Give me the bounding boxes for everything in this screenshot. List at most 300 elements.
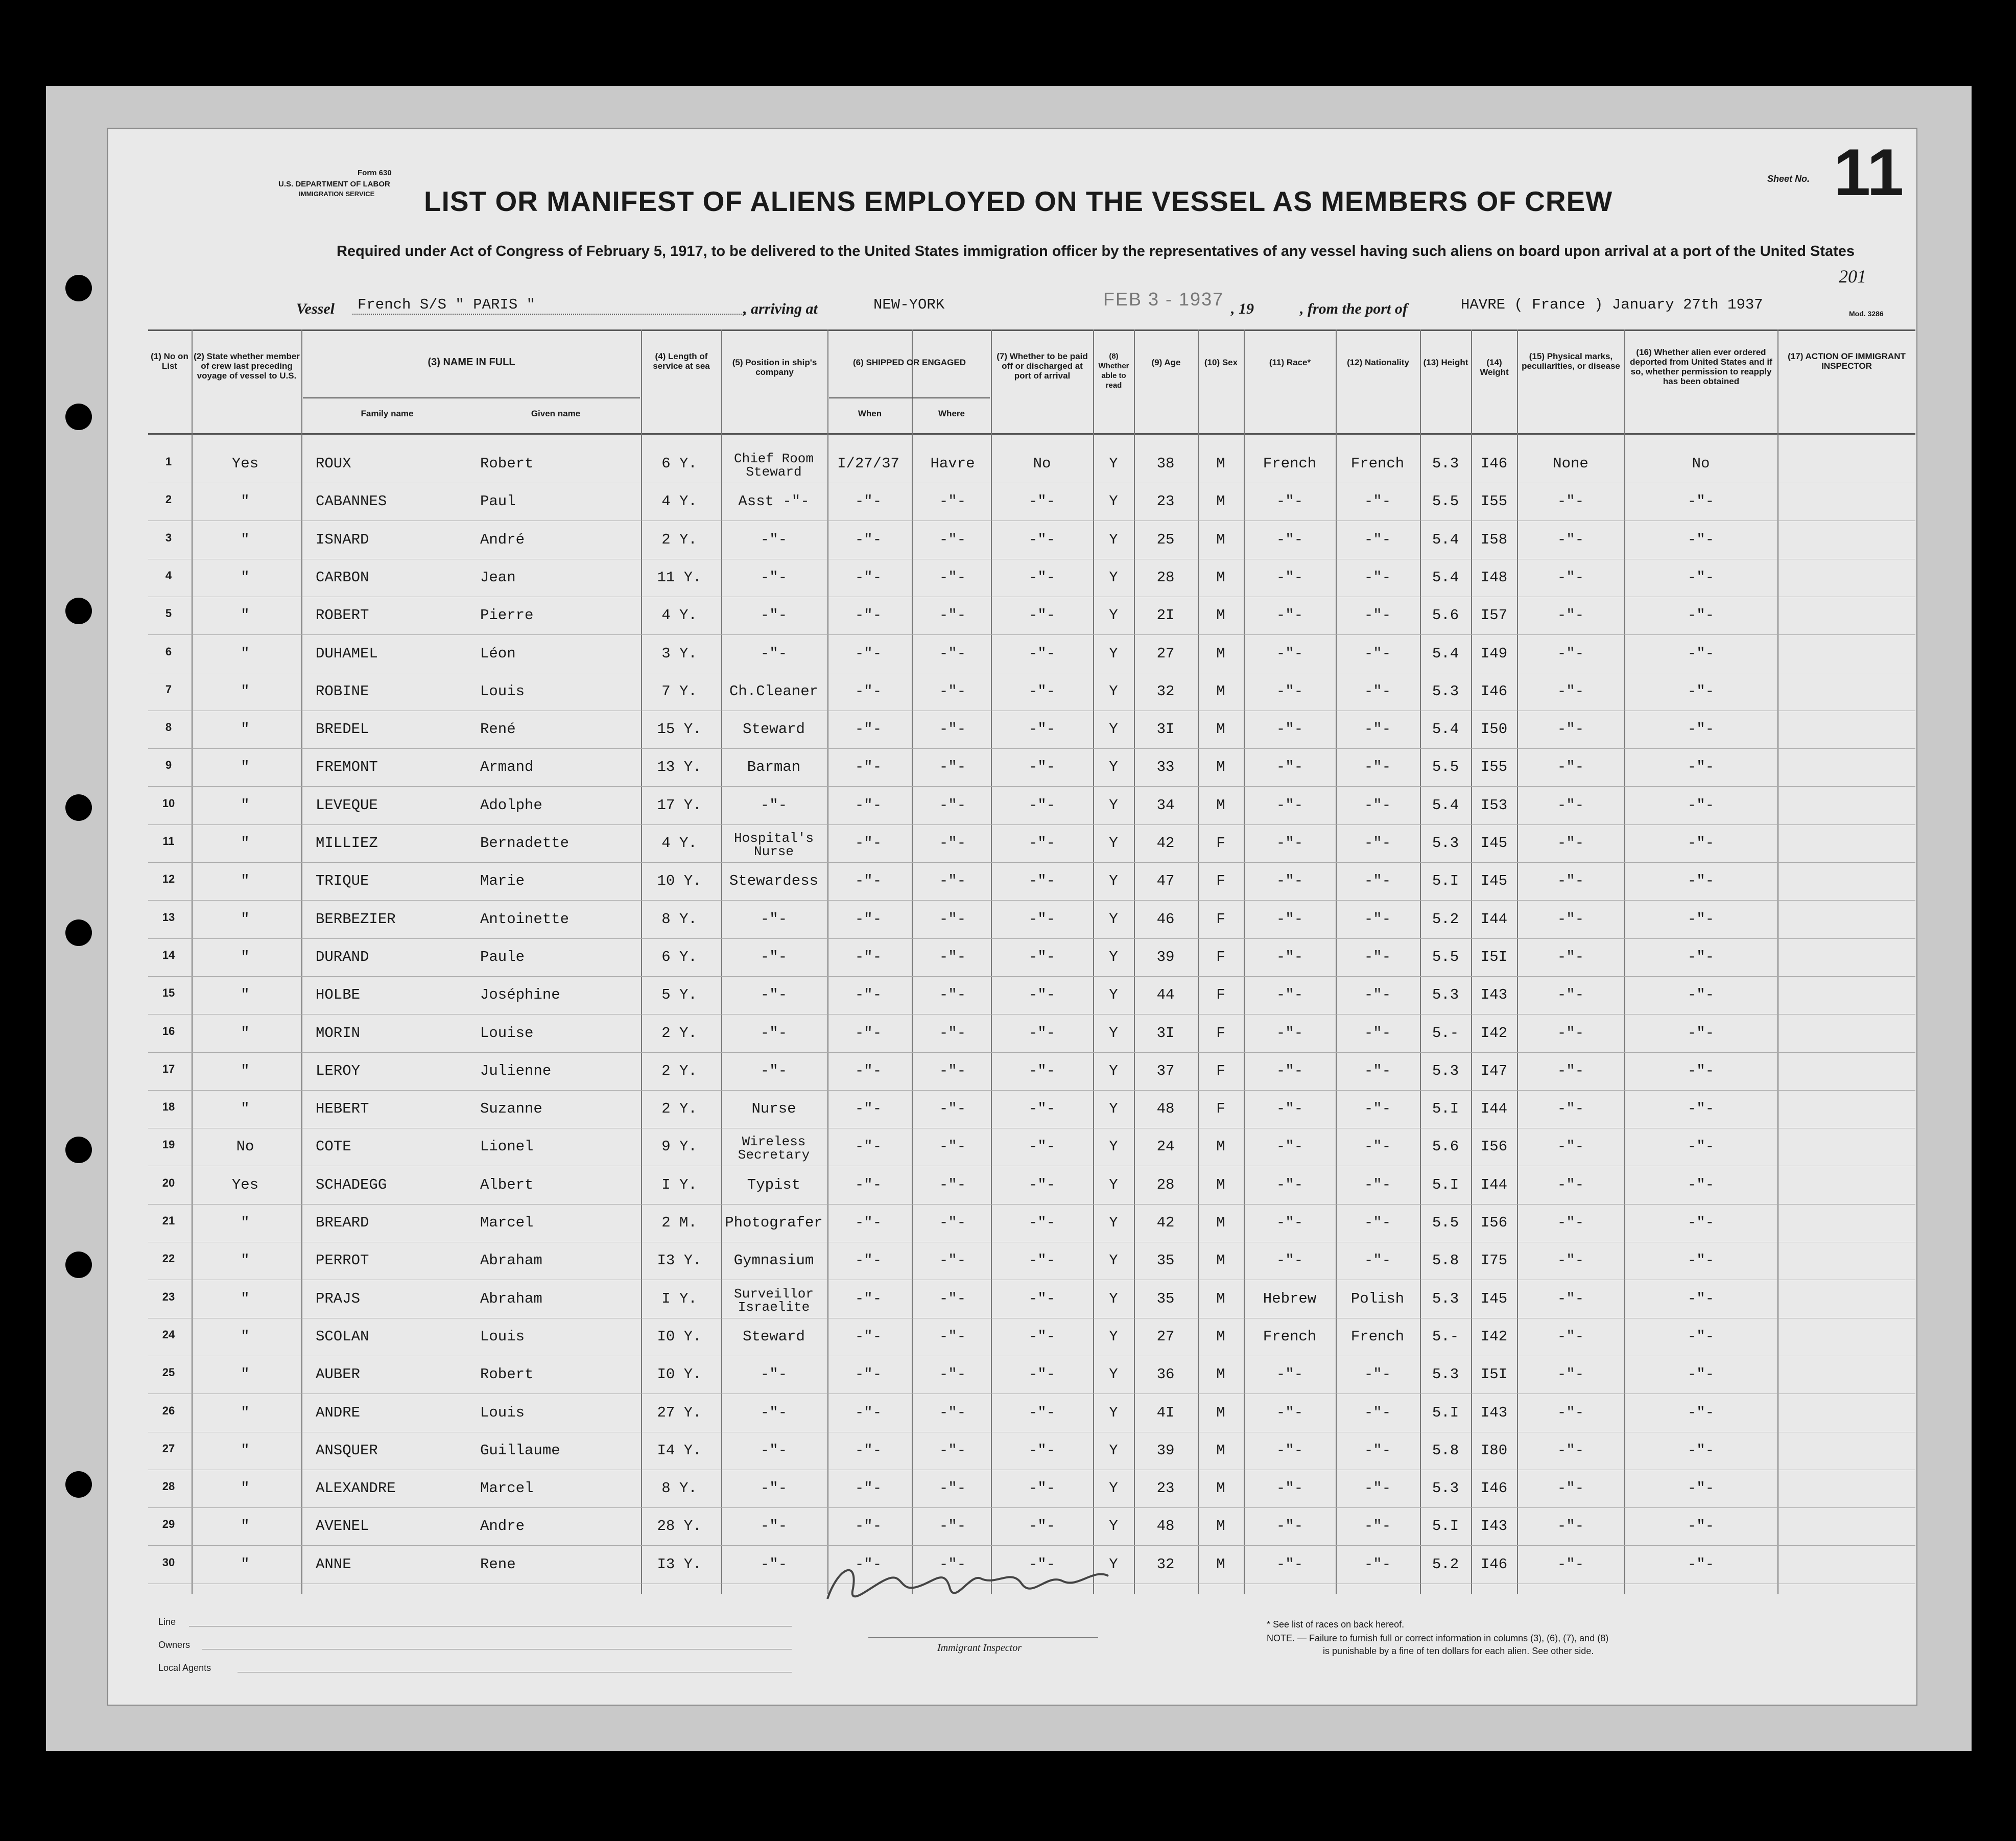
- service-cell: 11 Y.: [657, 569, 702, 586]
- deported-cell: -"-: [1687, 1176, 1715, 1193]
- inspector-label: Immigrant Inspector: [937, 1642, 1022, 1654]
- family-name-cell: SCHADEGG: [316, 1176, 387, 1193]
- given-name-cell: Suzanne: [480, 1100, 542, 1118]
- sex-cell: M: [1216, 1518, 1225, 1535]
- able-to-read-cell: Y: [1109, 835, 1118, 852]
- race-cell: -"-: [1276, 607, 1303, 624]
- column-divider: [1624, 329, 1625, 1594]
- able-to-read-cell: Y: [1109, 1100, 1118, 1118]
- sex-cell: F: [1216, 835, 1225, 852]
- shipped-where-cell: -"-: [939, 1404, 966, 1421]
- vessel-label: Vessel: [296, 300, 335, 317]
- prev-cell: ": [241, 1366, 250, 1383]
- deported-cell: -"-: [1687, 1252, 1715, 1269]
- height-cell: 5.3: [1432, 1062, 1459, 1079]
- shipped-when-cell: -"-: [855, 569, 882, 586]
- num-cell: 24: [162, 1328, 175, 1341]
- family-name-cell: BREDEL: [316, 721, 369, 738]
- age-cell: 28: [1156, 569, 1175, 586]
- shipped-when-cell: -"-: [855, 910, 882, 928]
- service-cell: I3 Y.: [657, 1252, 702, 1269]
- deported-cell: -"-: [1687, 645, 1715, 662]
- sex-cell: M: [1216, 607, 1225, 624]
- num-cell: 28: [162, 1480, 175, 1493]
- paid-off-cell: No: [1033, 455, 1051, 472]
- height-cell: 5.3: [1432, 1480, 1459, 1497]
- date-stamp: FEB 3 - 1937: [1103, 289, 1224, 310]
- position-cell: -"-: [760, 1062, 788, 1079]
- sex-cell: M: [1216, 531, 1225, 548]
- paid-off-cell: -"-: [1028, 835, 1056, 852]
- nationality-cell: -"-: [1364, 721, 1391, 738]
- nationality-cell: -"-: [1364, 1252, 1391, 1269]
- deported-cell: -"-: [1687, 1404, 1715, 1421]
- col-header-number: (1) No on List: [151, 351, 188, 371]
- prev-cell: ": [241, 645, 250, 662]
- paid-off-cell: -"-: [1028, 607, 1056, 624]
- deported-cell: -"-: [1687, 531, 1715, 548]
- prev-cell: ": [241, 759, 250, 776]
- paid-off-cell: -"-: [1028, 1062, 1056, 1079]
- physical-marks-cell: -"-: [1557, 1138, 1584, 1155]
- sex-cell: M: [1216, 1138, 1225, 1155]
- sex-cell: M: [1216, 1442, 1225, 1459]
- shipped-where-cell: -"-: [939, 986, 966, 1004]
- service-cell: 3 Y.: [661, 645, 697, 662]
- physical-marks-cell: -"-: [1557, 1024, 1584, 1042]
- paid-off-cell: -"-: [1028, 1442, 1056, 1459]
- form-mod: Mod. 3286: [1849, 310, 1884, 318]
- deported-cell: -"-: [1687, 607, 1715, 624]
- fine-note-cont: is punishable by a fine of ten dollars for each alien. See other side.: [1323, 1646, 1594, 1656]
- height-cell: 5.3: [1432, 986, 1459, 1004]
- nationality-cell: -"-: [1364, 986, 1391, 1004]
- nationality-cell: -"-: [1364, 1138, 1391, 1155]
- deported-cell: -"-: [1687, 1290, 1715, 1307]
- column-divider: [1198, 329, 1199, 1594]
- nationality-cell: -"-: [1364, 493, 1391, 510]
- position-cell: Chief Room Steward: [733, 451, 814, 480]
- col-header-deported: (16) Whether alien ever ordered deported from United States and if so, whether permission to reapply has been obtained: [1630, 347, 1772, 386]
- shipped-where-cell: -"-: [939, 759, 966, 776]
- deported-cell: No: [1692, 455, 1710, 472]
- shipped-when-cell: -"-: [855, 493, 882, 510]
- column-divider: [827, 329, 828, 1594]
- family-name-cell: CABANNES: [316, 493, 387, 510]
- age-cell: 27: [1156, 1328, 1175, 1345]
- sex-cell: M: [1216, 645, 1225, 662]
- num-cell: 22: [162, 1252, 175, 1265]
- row-rule: [148, 1052, 1915, 1053]
- height-cell: 5.5: [1432, 1214, 1459, 1231]
- shipped-where-cell: -"-: [939, 1062, 966, 1079]
- family-name-cell: COTE: [316, 1138, 351, 1155]
- prev-cell: ": [241, 1555, 250, 1573]
- deported-cell: -"-: [1687, 493, 1715, 510]
- given-name-cell: Abraham: [480, 1252, 542, 1269]
- service-cell: I Y.: [661, 1290, 697, 1307]
- family-name-cell: CARBON: [316, 569, 369, 586]
- given-name-cell: René: [480, 721, 516, 738]
- shipped-when-cell: -"-: [855, 986, 882, 1004]
- given-name-cell: Julienne: [480, 1062, 552, 1079]
- physical-marks-cell: -"-: [1557, 759, 1584, 776]
- service-cell: 9 Y.: [661, 1138, 697, 1155]
- position-cell: -"-: [760, 948, 788, 965]
- family-name-cell: MILLIEZ: [316, 835, 378, 852]
- nationality-cell: -"-: [1364, 682, 1391, 700]
- binder-hole: [65, 1252, 92, 1278]
- given-name-cell: Abraham: [480, 1290, 542, 1307]
- age-cell: 35: [1156, 1290, 1175, 1307]
- able-to-read-cell: Y: [1109, 1024, 1118, 1042]
- family-name-cell: PERROT: [316, 1252, 369, 1269]
- line-label: Line: [158, 1617, 176, 1627]
- height-cell: 5.8: [1432, 1252, 1459, 1269]
- family-name-cell: ANSQUER: [316, 1442, 378, 1459]
- physical-marks-cell: -"-: [1557, 1100, 1584, 1118]
- col-header-sex: (10) Sex: [1204, 358, 1238, 367]
- position-cell: -"-: [760, 1555, 788, 1573]
- shipped-where-cell: -"-: [939, 1176, 966, 1193]
- sex-cell: M: [1216, 1176, 1225, 1193]
- race-cell: -"-: [1276, 1404, 1303, 1421]
- age-cell: 39: [1156, 1442, 1175, 1459]
- able-to-read-cell: Y: [1109, 1328, 1118, 1345]
- service-cell: I Y.: [661, 1176, 697, 1193]
- col-header-given-name: Given name: [531, 409, 581, 418]
- given-name-cell: Louis: [480, 682, 525, 700]
- shipped-where-cell: -"-: [939, 1366, 966, 1383]
- paid-off-cell: -"-: [1028, 569, 1056, 586]
- sex-cell: M: [1216, 1328, 1225, 1345]
- arriving-label: , arriving at: [743, 300, 818, 317]
- position-cell: -"-: [760, 645, 788, 662]
- binder-hole: [65, 1137, 92, 1163]
- col-header-physical-marks: (15) Physical marks, peculiarities, or disease: [1522, 351, 1620, 371]
- paid-off-cell: -"-: [1028, 1290, 1056, 1307]
- shipped-when-cell: -"-: [855, 759, 882, 776]
- height-cell: 5.5: [1432, 948, 1459, 965]
- column-divider: [1777, 329, 1778, 1594]
- able-to-read-cell: Y: [1109, 759, 1118, 776]
- age-cell: 35: [1156, 1252, 1175, 1269]
- num-cell: 30: [162, 1555, 175, 1569]
- service-cell: I0 Y.: [657, 1366, 702, 1383]
- able-to-read-cell: Y: [1109, 1442, 1118, 1459]
- weight-cell: I56: [1480, 1214, 1508, 1231]
- able-to-read-cell: Y: [1109, 1518, 1118, 1535]
- deported-cell: -"-: [1687, 1062, 1715, 1079]
- deported-cell: -"-: [1687, 986, 1715, 1004]
- given-name-cell: Marcel: [480, 1214, 534, 1231]
- shipped-where-cell: -"-: [939, 607, 966, 624]
- age-cell: 47: [1156, 872, 1175, 890]
- family-name-cell: LEVEQUE: [316, 796, 378, 814]
- age-cell: 27: [1156, 645, 1175, 662]
- service-cell: I0 Y.: [657, 1328, 702, 1345]
- shipped-where-cell: -"-: [939, 1480, 966, 1497]
- prev-cell: ": [241, 1214, 250, 1231]
- physical-marks-cell: -"-: [1557, 1328, 1584, 1345]
- shipped-when-cell: -"-: [855, 1404, 882, 1421]
- num-cell: 12: [162, 872, 175, 886]
- shipped-where-cell: -"-: [939, 721, 966, 738]
- num-cell: 19: [162, 1138, 175, 1151]
- able-to-read-cell: Y: [1109, 796, 1118, 814]
- column-divider: [641, 329, 642, 1594]
- weight-cell: I46: [1480, 682, 1508, 700]
- weight-cell: I46: [1480, 1555, 1508, 1573]
- sex-cell: F: [1216, 1024, 1225, 1042]
- sex-cell: F: [1216, 1062, 1225, 1079]
- position-cell: -"-: [760, 796, 788, 814]
- sex-cell: M: [1216, 796, 1225, 814]
- paid-off-cell: -"-: [1028, 796, 1056, 814]
- column-divider: [1244, 329, 1245, 1594]
- num-cell: 4: [165, 569, 172, 582]
- weight-cell: I47: [1480, 1062, 1508, 1079]
- given-name-cell: Louis: [480, 1404, 525, 1421]
- weight-cell: I75: [1480, 1252, 1508, 1269]
- shipped-when-cell: -"-: [855, 1366, 882, 1383]
- deported-cell: -"-: [1687, 835, 1715, 852]
- row-rule: [148, 900, 1915, 901]
- nationality-cell: -"-: [1364, 1518, 1391, 1535]
- header-bottom-rule: [148, 433, 1915, 435]
- physical-marks-cell: -"-: [1557, 607, 1584, 624]
- age-cell: 37: [1156, 1062, 1175, 1079]
- shipped-when-cell: -"-: [855, 1214, 882, 1231]
- col-header-race: (11) Race*: [1269, 358, 1311, 367]
- nationality-cell: -"-: [1364, 759, 1391, 776]
- paid-off-cell: -"-: [1028, 721, 1056, 738]
- weight-cell: I42: [1480, 1328, 1508, 1345]
- weight-cell: I43: [1480, 1518, 1508, 1535]
- from-port-label: , from the port of: [1300, 300, 1408, 317]
- num-cell: 3: [165, 531, 172, 544]
- shipped-where-cell: -"-: [939, 835, 966, 852]
- deported-cell: -"-: [1687, 682, 1715, 700]
- family-name-cell: PRAJS: [316, 1290, 361, 1307]
- physical-marks-cell: -"-: [1557, 493, 1584, 510]
- service-cell: 27 Y.: [657, 1404, 702, 1421]
- able-to-read-cell: Y: [1109, 1366, 1118, 1383]
- nationality-cell: -"-: [1364, 1555, 1391, 1573]
- binder-hole: [65, 275, 92, 301]
- age-cell: 28: [1156, 1176, 1175, 1193]
- service-cell: 4 Y.: [661, 493, 697, 510]
- nationality-cell: -"-: [1364, 645, 1391, 662]
- paid-off-cell: -"-: [1028, 910, 1056, 928]
- able-to-read-cell: Y: [1109, 1138, 1118, 1155]
- num-cell: 11: [162, 835, 175, 847]
- binder-hole: [65, 919, 92, 946]
- weight-cell: I45: [1480, 1290, 1508, 1307]
- row-rule: [148, 634, 1915, 635]
- column-divider: [1336, 329, 1337, 1594]
- prev-cell: ": [241, 531, 250, 548]
- row-rule: [148, 976, 1915, 977]
- family-name-cell: ROBINE: [316, 682, 369, 700]
- race-cell: -"-: [1276, 1176, 1303, 1193]
- prev-cell: ": [241, 1290, 250, 1307]
- weight-cell: I44: [1480, 1100, 1508, 1118]
- nationality-cell: -"-: [1364, 1176, 1391, 1193]
- family-name-cell: BREARD: [316, 1214, 369, 1231]
- age-cell: 34: [1156, 796, 1175, 814]
- shipped-when-cell: -"-: [855, 1442, 882, 1459]
- col-header-position: (5) Position in ship's company: [732, 358, 817, 377]
- shipped-when-cell: -"-: [855, 796, 882, 814]
- service-cell: 13 Y.: [657, 759, 702, 776]
- num-cell: 26: [162, 1404, 175, 1417]
- column-divider: [1420, 329, 1421, 1594]
- shipped-where-cell: Havre: [930, 455, 975, 472]
- sex-cell: M: [1216, 759, 1225, 776]
- paid-off-cell: -"-: [1028, 1518, 1056, 1535]
- physical-marks-cell: -"-: [1557, 1290, 1584, 1307]
- given-name-cell: Joséphine: [480, 986, 560, 1004]
- row-rule: [148, 786, 1915, 787]
- age-cell: 32: [1156, 1555, 1175, 1573]
- prev-cell: ": [241, 872, 250, 890]
- vessel-name: French S/S " PARIS ": [358, 296, 536, 313]
- num-cell: 18: [162, 1100, 175, 1114]
- height-cell: 5.4: [1432, 531, 1459, 548]
- num-cell: 8: [165, 721, 172, 734]
- race-cell: -"-: [1276, 910, 1303, 928]
- given-name-cell: Marie: [480, 872, 525, 890]
- service-cell: 10 Y.: [657, 872, 702, 890]
- position-cell: Nurse: [751, 1100, 796, 1118]
- weight-cell: I45: [1480, 835, 1508, 852]
- deported-cell: -"-: [1687, 1138, 1715, 1155]
- age-cell: 42: [1156, 835, 1175, 852]
- family-name-cell: AUBER: [316, 1366, 361, 1383]
- shipped-where-cell: -"-: [939, 1328, 966, 1345]
- nationality-cell: -"-: [1364, 569, 1391, 586]
- header-top-rule: [148, 329, 1915, 331]
- deported-cell: -"-: [1687, 948, 1715, 965]
- position-cell: Gymnasium: [733, 1252, 814, 1269]
- paid-off-cell: -"-: [1028, 1328, 1056, 1345]
- form-number: Form 630: [358, 169, 392, 177]
- height-cell: 5.5: [1432, 759, 1459, 776]
- height-cell: 5.3: [1432, 1366, 1459, 1383]
- family-name-cell: ANNE: [316, 1555, 351, 1573]
- shipped-when-cell: -"-: [855, 1480, 882, 1497]
- height-cell: 5.2: [1432, 910, 1459, 928]
- nationality-cell: -"-: [1364, 1442, 1391, 1459]
- shipped-when-cell: -"-: [855, 1138, 882, 1155]
- deported-cell: -"-: [1687, 872, 1715, 890]
- column-divider: [1517, 329, 1518, 1594]
- departure-port: HAVRE ( France ) January 27th 1937: [1461, 296, 1763, 313]
- position-cell: Wireless Secretary: [738, 1134, 810, 1163]
- nationality-cell: -"-: [1364, 1214, 1391, 1231]
- position-cell: -"-: [760, 1518, 788, 1535]
- paid-off-cell: -"-: [1028, 1252, 1056, 1269]
- prev-cell: ": [241, 910, 250, 928]
- paid-off-cell: -"-: [1028, 493, 1056, 510]
- service-cell: 2 Y.: [661, 531, 697, 548]
- age-cell: 38: [1156, 455, 1175, 472]
- position-cell: Steward: [743, 721, 805, 738]
- paid-off-cell: -"-: [1028, 1480, 1056, 1497]
- nationality-cell: Polish: [1350, 1290, 1405, 1307]
- num-cell: 9: [165, 759, 172, 772]
- prev-cell: ": [241, 796, 250, 814]
- family-name-cell: ALEXANDRE: [316, 1480, 396, 1497]
- num-cell: 27: [162, 1442, 175, 1455]
- position-cell: Hospital's Nurse: [733, 831, 814, 859]
- num-cell: 23: [162, 1290, 175, 1303]
- name-subrule: [303, 397, 640, 398]
- row-rule: [148, 862, 1915, 863]
- age-cell: 44: [1156, 986, 1175, 1004]
- shipped-when-cell: -"-: [855, 948, 882, 965]
- height-cell: 5.3: [1432, 835, 1459, 852]
- arrival-port: NEW-YORK: [873, 296, 945, 313]
- num-cell: 1: [165, 455, 172, 468]
- num-cell: 13: [162, 910, 175, 924]
- able-to-read-cell: Y: [1109, 1290, 1118, 1307]
- shipped-when-cell: -"-: [855, 607, 882, 624]
- num-cell: 15: [162, 986, 175, 1000]
- service-cell: I4 Y.: [657, 1442, 702, 1459]
- physical-marks-cell: -"-: [1557, 835, 1584, 852]
- physical-marks-cell: -"-: [1557, 948, 1584, 965]
- given-name-cell: Paul: [480, 493, 516, 510]
- sex-cell: M: [1216, 569, 1225, 586]
- race-cell: -"-: [1276, 721, 1303, 738]
- num-cell: 14: [162, 948, 175, 961]
- weight-cell: I5I: [1480, 948, 1508, 965]
- sheet-label: Sheet No.: [1767, 174, 1810, 184]
- paid-off-cell: -"-: [1028, 948, 1056, 965]
- given-name-cell: Guillaume: [480, 1442, 560, 1459]
- physical-marks-cell: -"-: [1557, 1442, 1584, 1459]
- race-cell: -"-: [1276, 569, 1303, 586]
- nationality-cell: -"-: [1364, 835, 1391, 852]
- service-cell: 8 Y.: [661, 1480, 697, 1497]
- age-cell: 32: [1156, 682, 1175, 700]
- num-cell: 6: [165, 645, 172, 658]
- shipped-when-cell: -"-: [855, 835, 882, 852]
- sex-cell: M: [1216, 1366, 1225, 1383]
- inspector-signature: [817, 1538, 1124, 1619]
- age-cell: 24: [1156, 1138, 1175, 1155]
- sex-cell: M: [1216, 1290, 1225, 1307]
- col-header-paid-off: (7) Whether to be paid off or discharged at port of arrival: [997, 351, 1088, 381]
- weight-cell: I43: [1480, 1404, 1508, 1421]
- paid-off-cell: -"-: [1028, 1555, 1056, 1573]
- given-name-cell: Pierre: [480, 607, 534, 624]
- races-note: * See list of races on back hereof.: [1267, 1619, 1405, 1630]
- column-divider: [991, 329, 992, 1594]
- paid-off-cell: -"-: [1028, 986, 1056, 1004]
- height-cell: 5.4: [1432, 645, 1459, 662]
- num-cell: 5: [165, 607, 172, 620]
- age-cell: 39: [1156, 948, 1175, 965]
- height-cell: 5.I: [1432, 1176, 1459, 1193]
- weight-cell: I42: [1480, 1024, 1508, 1042]
- position-cell: -"-: [760, 1404, 788, 1421]
- weight-cell: I45: [1480, 872, 1508, 890]
- given-name-cell: Rene: [480, 1555, 516, 1573]
- position-cell: -"-: [760, 910, 788, 928]
